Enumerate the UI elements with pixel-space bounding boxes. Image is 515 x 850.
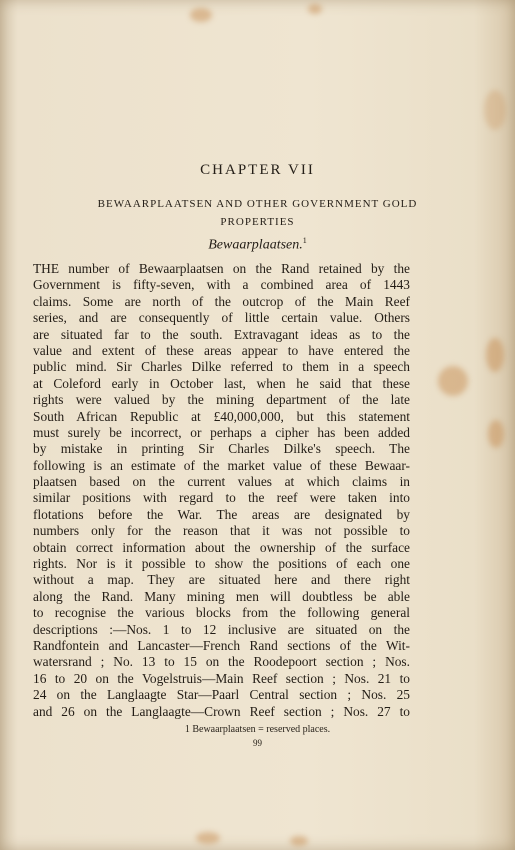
body-line: obtain correct information about the ownership of the surface xyxy=(33,539,410,555)
body-line: must surely be incorrect, or perhaps a cipher has been added xyxy=(33,424,410,440)
body-line: rights. Nor is it possible to show the positions of each one xyxy=(33,556,410,572)
section-heading xyxy=(40,195,475,231)
section-heading-line: PROPERTIES xyxy=(220,216,295,228)
body-line: flotations before the War. The areas are designated by xyxy=(33,506,410,522)
body-line: to recognise the various blocks from the following general xyxy=(33,605,410,621)
footnote: 1 Bewaarplaatsen = reserved places. xyxy=(184,724,331,735)
body-line: along the Rand. Many mining men will doubtless be able xyxy=(33,588,410,604)
body-line: watersrand ; No. 13 to 15 on the Roodepoort section ; Nos. xyxy=(33,654,410,670)
body-line: following is an estimate of the market value of these Bewaar- xyxy=(33,457,410,473)
body-line: claims. Some are north of the outcrop of the Main Reef xyxy=(33,293,410,309)
subheading-text: Bewaarplaatsen. xyxy=(208,237,303,253)
body-line: Government is fifty-seven, with a combined area of 1443 xyxy=(33,277,410,293)
body-line: rights were valued by the mining department of the late xyxy=(33,392,410,408)
chapter-title: CHAPTER VII xyxy=(200,162,315,178)
body-line: Randfontein and Lancaster—French Rand sections of the Wit- xyxy=(33,637,410,653)
body-line: series, and are consequently of little certain value. Others xyxy=(33,310,410,326)
body-line: and 26 on the Langlaagte—Crown Reef section ; Nos. 27 to xyxy=(33,703,410,719)
age-stain xyxy=(438,366,468,396)
age-stain xyxy=(308,4,322,14)
body-line: value and extent of these areas appear to have entered the xyxy=(33,342,410,358)
body-line: at Coleford early in October last, when he said that these xyxy=(33,375,410,391)
body-text xyxy=(33,261,410,720)
footnote-marker: 1 xyxy=(302,236,307,245)
body-line: 24 on the Langlaagte Star—Paarl Central section ; Nos. 25 xyxy=(33,687,410,703)
section-heading-line: BEWAARPLAATSEN AND OTHER GOVERNMENT GOLD xyxy=(97,198,418,210)
age-stain xyxy=(484,90,506,130)
page-number: 99 xyxy=(253,738,262,748)
body-line: 16 to 20 on the Vogelstruis—Main Reef section ; Nos. 21 to xyxy=(33,670,410,686)
body-line: similar positions with regard to the reef were taken into xyxy=(33,490,410,506)
age-stain xyxy=(196,832,220,844)
subheading xyxy=(0,236,515,254)
body-line: THE number of Bewaarplaatsen on the Rand retained by the xyxy=(33,261,410,276)
body-line: public mind. Sir Charles Dilke referred to them in a speech xyxy=(33,359,410,375)
body-line: without a map. They are situated here and there right xyxy=(33,572,410,588)
age-stain xyxy=(488,420,504,448)
body-line: by mistake in printing Sir Charles Dilke's speech. The xyxy=(33,441,410,457)
body-line: descriptions :—Nos. 1 to 12 inclusive are situated on the xyxy=(33,621,410,637)
body-line: plaatsen based on the current values at which claims in xyxy=(33,474,410,490)
age-stain xyxy=(486,338,504,372)
body-line: numbers only for the reason that it was not possible to xyxy=(33,523,410,539)
body-line: are situated far to the south. Extravagant ideas as to the xyxy=(33,326,410,342)
age-stain xyxy=(290,836,308,846)
body-line: South African Republic at £40,000,000, but this statement xyxy=(33,408,410,424)
age-stain xyxy=(190,8,212,22)
